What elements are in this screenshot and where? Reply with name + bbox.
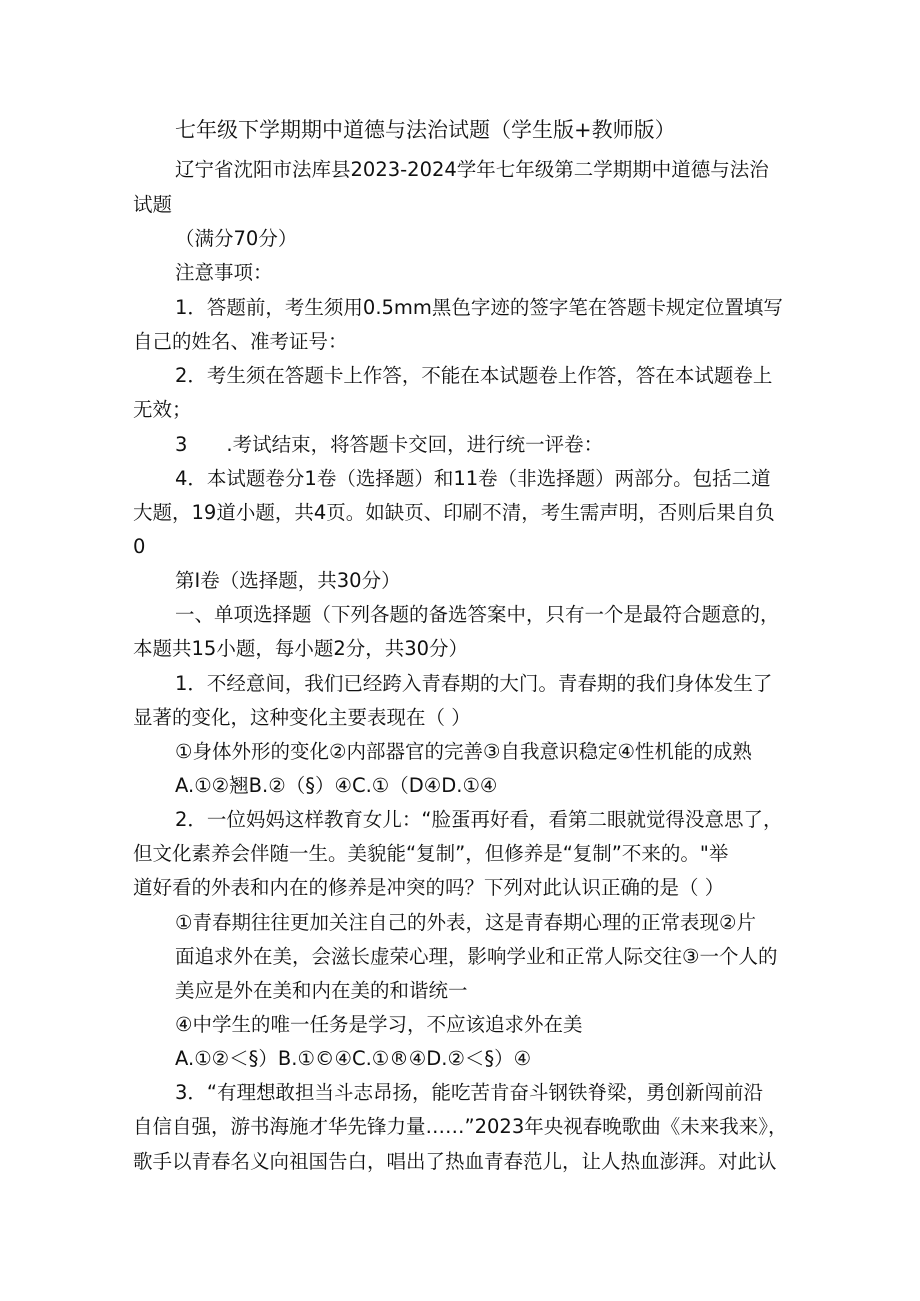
question-3-line-3: 歌手以青春名义向祖国告白，唱出了热血青春范儿，让人热血澎湃。对此认 (133, 1150, 777, 1173)
notice-2-line-2: 无效； (133, 398, 192, 421)
subtitle-line-2: 试题 (133, 193, 173, 216)
subtitle-line-1: 辽宁省沈阳市法库县2023-2024学年七年级第二学期期中道德与法治 (175, 158, 769, 181)
question-1-statements: ①身体外形的变化②内部器官的完善③自我意识稳定④性机能的成熟 (175, 740, 752, 763)
notice-1-line-2: 自己的姓名、准考证号： (133, 330, 348, 353)
notice-2-line-1: 2．考生须在答题卡上作答，不能在本试题卷上作答，答在本试题卷上 (175, 364, 773, 387)
notice-4-line-2: 大题，19道小题，共4页。如缺页、印刷不清，考生需声明，否则后果自负 (133, 501, 775, 524)
question-1-line-1: 1．不经意间，我们已经跨入青春期的大门。青春期的我们身体发生了 (175, 672, 773, 695)
question-3-line-1: 3．“有理想敢担当斗志昂扬，能吃苦肯奋斗钢铁脊梁，勇创新闯前沿 (175, 1081, 764, 1104)
question-2-line-1: 2．一位妈妈这样教育女儿：“脸蛋再好看，看第二眼就觉得没意思了， (175, 808, 783, 831)
question-3-line-2: 自信自强，游书海施才华先锋力量……”2023年央视春晚歌曲《未来我来》， (133, 1115, 788, 1138)
part-1-line-1: 一、单项选择题（下列各题的备选答案中，只有一个是最符合题意的， (175, 603, 780, 626)
question-2-statement-1: ①青春期往往更加关注自己的外表，这是青春期心理的正常表现②片 (175, 911, 756, 934)
question-2-line-3: 道好看的外表和内在的修养是冲突的吗？下列对此认识正确的是（ ） (133, 876, 725, 899)
question-2-statement-4: ④中学生的唯一任务是学习，不应该追求外在美 (175, 1013, 583, 1036)
notice-4-line-3: 0 (133, 535, 146, 558)
document-title: 七年级下学期期中道德与法治试题（学生版+教师版） (175, 118, 676, 142)
question-1-line-2: 显著的变化，这种变化主要表现在（ ） (133, 706, 471, 729)
notice-3: 3 .考试结束，将答题卡交回，进行统一评卷： (175, 433, 604, 456)
section-1-heading: 第I卷（选择题，共30分） (175, 569, 401, 592)
question-2-line-2: 但文化素养会伴随一生。美貌能“复制”，但修养是“复制”不来的。"举 (133, 842, 729, 865)
part-1-line-2: 本题共15小题，每小题2分，共30分） (133, 637, 469, 660)
notice-1-line-1: 1．答题前，考生须用0.5mm黑色字迹的签字笔在答题卡规定位置填写 (175, 296, 783, 319)
notice-heading: 注意事项： (175, 261, 273, 284)
full-score: （满分70分） (175, 227, 298, 250)
question-2-statement-2: 面追求外在美，会滋长虚荣心理，影响学业和正常人际交往③一个人的 (175, 945, 778, 968)
question-2-options: A.①②＜§）B.①©④C.①®④D.②＜§）④ (175, 1047, 532, 1070)
question-1-options: A.①②翘B.②（§）④C.①（D④D.①④ (175, 774, 498, 797)
question-2-statement-3: 美应是外在美和内在美的和谐统一 (175, 979, 468, 1002)
notice-4-line-1: 4．本试题卷分1卷（选择题）和11卷（非选择题）两部分。包括二道 (175, 467, 771, 490)
